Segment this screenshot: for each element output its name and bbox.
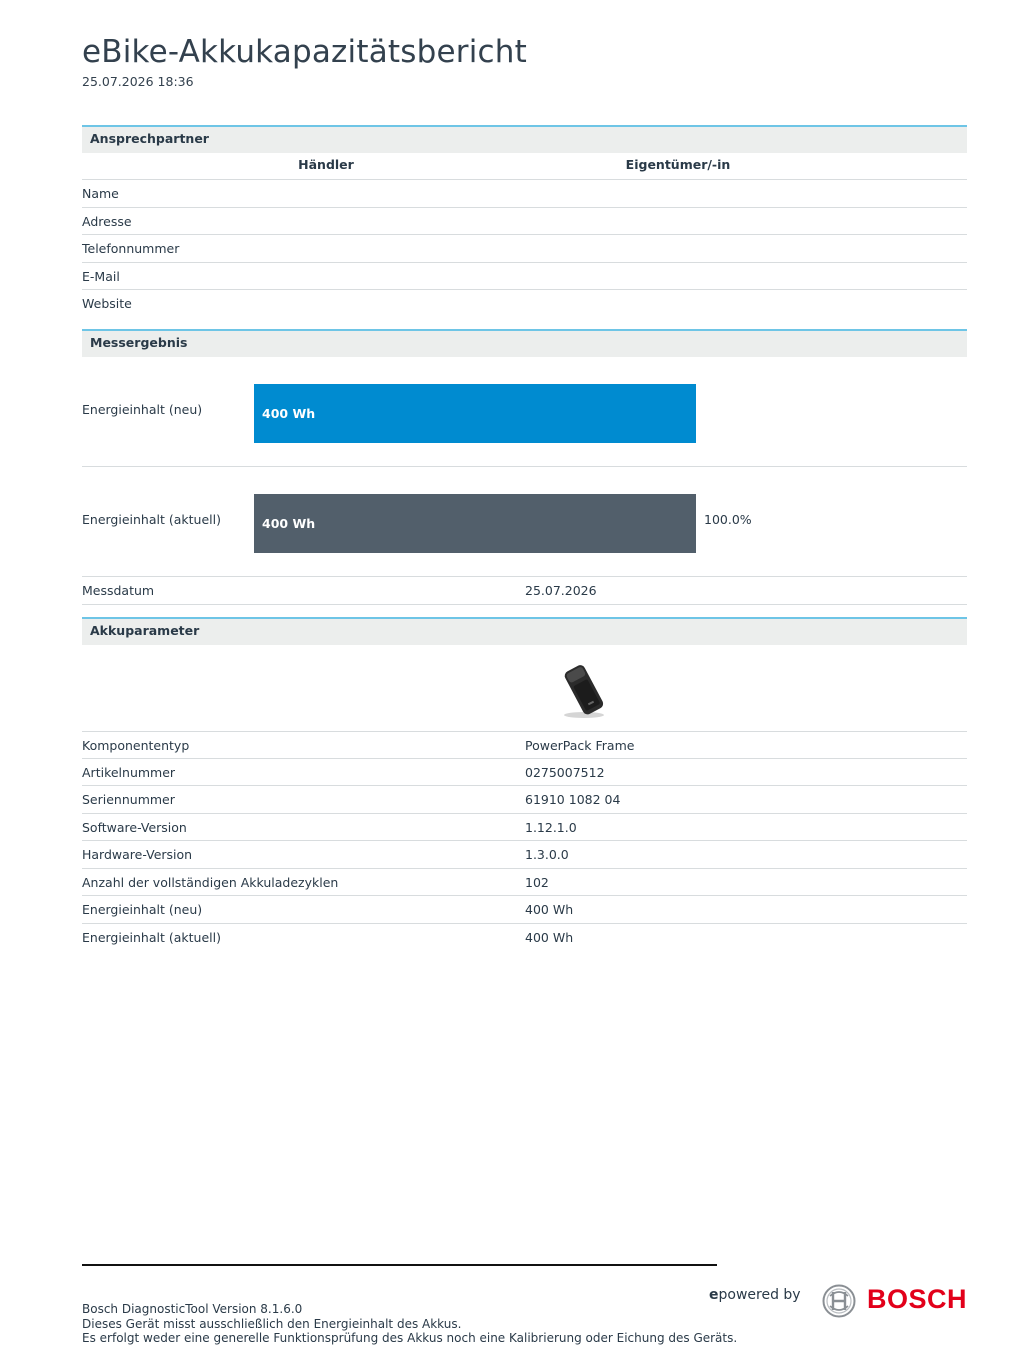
param-value: 102: [525, 874, 549, 890]
param-label: Software-Version: [82, 819, 187, 835]
energy-current-label: Energieinhalt (aktuell): [82, 512, 221, 527]
footer-divider: [82, 1264, 717, 1266]
battery-row-energy-new: [82, 896, 967, 924]
battery-row-hardware-version: [82, 841, 967, 869]
param-value: PowerPack Frame: [525, 738, 635, 753]
page-title: eBike-Akkukapazitätsbericht: [82, 34, 527, 70]
powered-by-label: [709, 1287, 801, 1303]
battery-row-article-number: [82, 759, 967, 787]
contact-row-name: [82, 180, 967, 208]
footer-note-2: Es erfolgt weder eine generelle Funktionsprüfung des Akkus noch eine Kalibrierung oder Eichung des Geräts.: [82, 1331, 738, 1345]
battery-row-component-type: [82, 731, 967, 759]
footer-version: Bosch DiagnosticTool Version 8.1.6.0: [82, 1302, 303, 1316]
param-value: 61910 1082 04: [525, 792, 621, 807]
measurement-date-label: Messdatum: [82, 583, 155, 598]
param-value: 400 Wh: [525, 929, 574, 945]
param-value: 1.3.0.0: [525, 847, 569, 862]
powered-by-e: e: [709, 1287, 719, 1303]
param-label: Artikelnummer: [82, 764, 176, 780]
powered-by-text: powered by: [718, 1287, 801, 1303]
bosch-brand-wordmark: BOSCH: [867, 1284, 968, 1314]
contact-row-website: [82, 290, 967, 318]
param-label: Hardware-Version: [82, 847, 193, 862]
column-header-dealer: Händler: [298, 157, 354, 172]
contact-label: E-Mail: [82, 268, 120, 284]
energy-current-bar-value: 400 Wh: [262, 516, 316, 531]
energy-new-block: [82, 357, 967, 467]
battery-row-energy-current: [82, 924, 967, 952]
param-label: Anzahl der vollständigen Akkuladezyklen: [82, 874, 339, 890]
param-label: Energieinhalt (aktuell): [82, 929, 221, 945]
footer-note-1: Dieses Gerät misst ausschließlich den Energieinhalt des Akkus.: [82, 1317, 462, 1331]
section-battery-header: Akkuparameter: [82, 617, 967, 645]
section-measurement-header: Messergebnis: [82, 329, 967, 357]
report-datetime: 25.07.2026 18:36: [82, 74, 194, 89]
energy-current-block: [82, 467, 967, 577]
contact-label: Adresse: [82, 213, 132, 229]
energy-new-label: Energieinhalt (neu): [82, 402, 203, 417]
param-label: Komponententyp: [82, 738, 190, 753]
energy-new-bar-value: 400 Wh: [262, 406, 316, 421]
param-label: Energieinhalt (neu): [82, 902, 203, 917]
column-header-owner: Eigentümer/-in: [625, 157, 731, 172]
param-value: 0275007512: [525, 764, 605, 780]
contact-label: Name: [82, 186, 119, 201]
measurement-date-value: 25.07.2026: [525, 583, 597, 598]
contact-row-email: [82, 263, 967, 291]
contacts-column-header-row: [82, 152, 967, 180]
battery-row-software-version: [82, 814, 967, 842]
battery-row-charge-cycles: [82, 869, 967, 897]
param-value: 1.12.1.0: [525, 819, 577, 835]
section-contacts-header: Ansprechpartner: [82, 125, 967, 153]
bosch-armature-icon: [822, 1284, 856, 1318]
contact-row-address: [82, 208, 967, 236]
contact-label: Telefonnummer: [82, 241, 180, 256]
energy-current-bar: [254, 494, 696, 553]
battery-pack-icon: [552, 660, 616, 724]
measurement-date-row: [82, 577, 967, 605]
energy-current-percent: 100.0%: [704, 512, 752, 527]
energy-new-bar: [254, 384, 696, 443]
battery-row-serial-number: [82, 786, 967, 814]
contact-label: Website: [82, 296, 132, 311]
param-label: Seriennummer: [82, 792, 175, 807]
param-value: 400 Wh: [525, 902, 574, 917]
contact-row-phone: [82, 235, 967, 263]
